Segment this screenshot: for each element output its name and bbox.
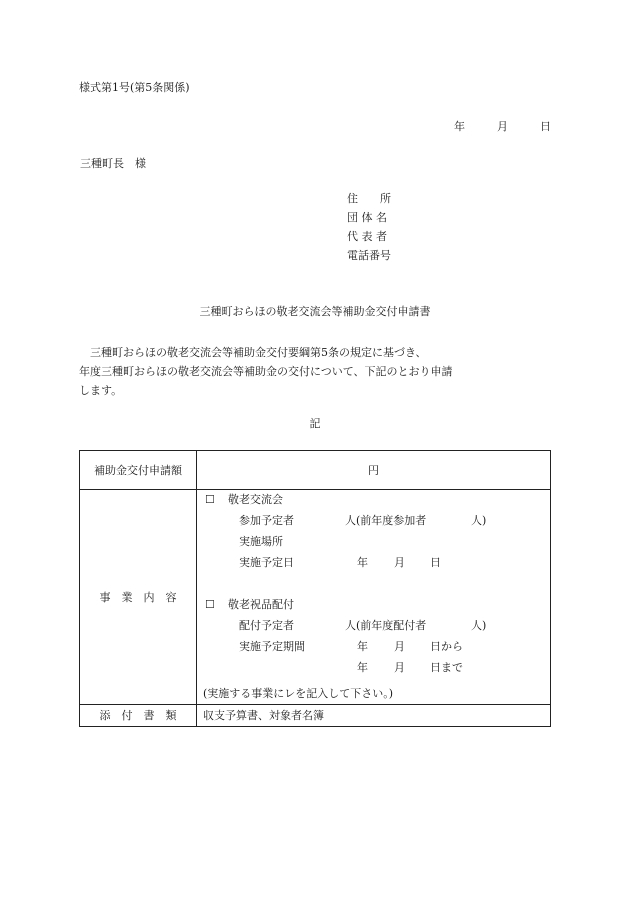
applicant-phone-label: 電話番号 (347, 249, 391, 262)
event2-from-month: 月 (394, 640, 405, 653)
instruction-note: (実施する事業にレを記入して下さい。) (203, 687, 394, 700)
event2-name: 敬老祝品配付 (228, 598, 294, 611)
applicant-address-label: 住 所 (347, 192, 391, 205)
table-row-content (80, 490, 551, 705)
document-title: 三種町おらほの敬老交流会等補助金交付申請書 (199, 305, 431, 318)
content-cell (197, 490, 551, 705)
amount-label: 補助金交付申請額 (80, 451, 197, 490)
applicant-fields (347, 193, 391, 269)
table-row-attachments (80, 705, 551, 727)
event2-to-year: 年 (357, 661, 368, 674)
event2-from-year: 年 (357, 640, 368, 653)
attachments-label: 添 付 書 類 (80, 705, 197, 727)
application-table (79, 450, 551, 727)
event2-recipients-label: 配付予定者 (239, 619, 294, 632)
applicant-organization-label: 団 体 名 (347, 211, 387, 224)
event2-recipients-unit: 人(前年度配付者 (345, 619, 427, 632)
amount-unit: 円 (368, 463, 379, 477)
event2-checkbox[interactable]: ☐ (205, 598, 215, 611)
applicant-representative-label: 代 表 者 (347, 230, 387, 243)
content-label: 事 業 内 容 (80, 490, 197, 705)
event1-participants-label: 参加予定者 (239, 514, 294, 527)
body-line: 年度三種町おらほの敬老交流会等補助金の交付について、下記のとおり申請 (79, 365, 453, 378)
event1-date-day: 日 (430, 556, 441, 569)
event2-period-label: 実施予定期間 (239, 640, 305, 653)
event1-venue-label: 実施場所 (239, 535, 283, 548)
amount-field[interactable] (197, 451, 551, 490)
body-line: 三種町おらほの敬老交流会等補助金交付要綱第5条の規定に基づき、 (79, 346, 427, 359)
event1-name: 敬老交流会 (228, 493, 283, 506)
body-text (79, 343, 453, 400)
date-year: 年 (454, 120, 465, 133)
event1-date-month: 月 (394, 556, 405, 569)
event2-from-day: 日から (430, 640, 463, 653)
event1-participants-unit: 人(前年度参加者 (345, 514, 427, 527)
addressee: 三種町長 様 (80, 157, 146, 170)
attachments-value: 収支予算書、対象者名簿 (197, 705, 551, 727)
table-row-amount (80, 451, 551, 490)
event1-date-label: 実施予定日 (239, 556, 294, 569)
form-number: 様式第1号(第5条関係) (79, 81, 190, 94)
ki-heading: 記 (309, 417, 321, 430)
event1-date-year: 年 (357, 556, 368, 569)
event1-checkbox[interactable]: ☐ (205, 493, 215, 506)
body-line: します。 (79, 384, 123, 397)
event2-recipients-close: 人) (471, 619, 487, 632)
event1-participants-close: 人) (471, 514, 487, 527)
date-month: 月 (497, 120, 508, 133)
event2-to-day: 日まで (430, 661, 463, 674)
event2-to-month: 月 (394, 661, 405, 674)
date-line (454, 121, 551, 132)
date-day: 日 (540, 120, 551, 133)
